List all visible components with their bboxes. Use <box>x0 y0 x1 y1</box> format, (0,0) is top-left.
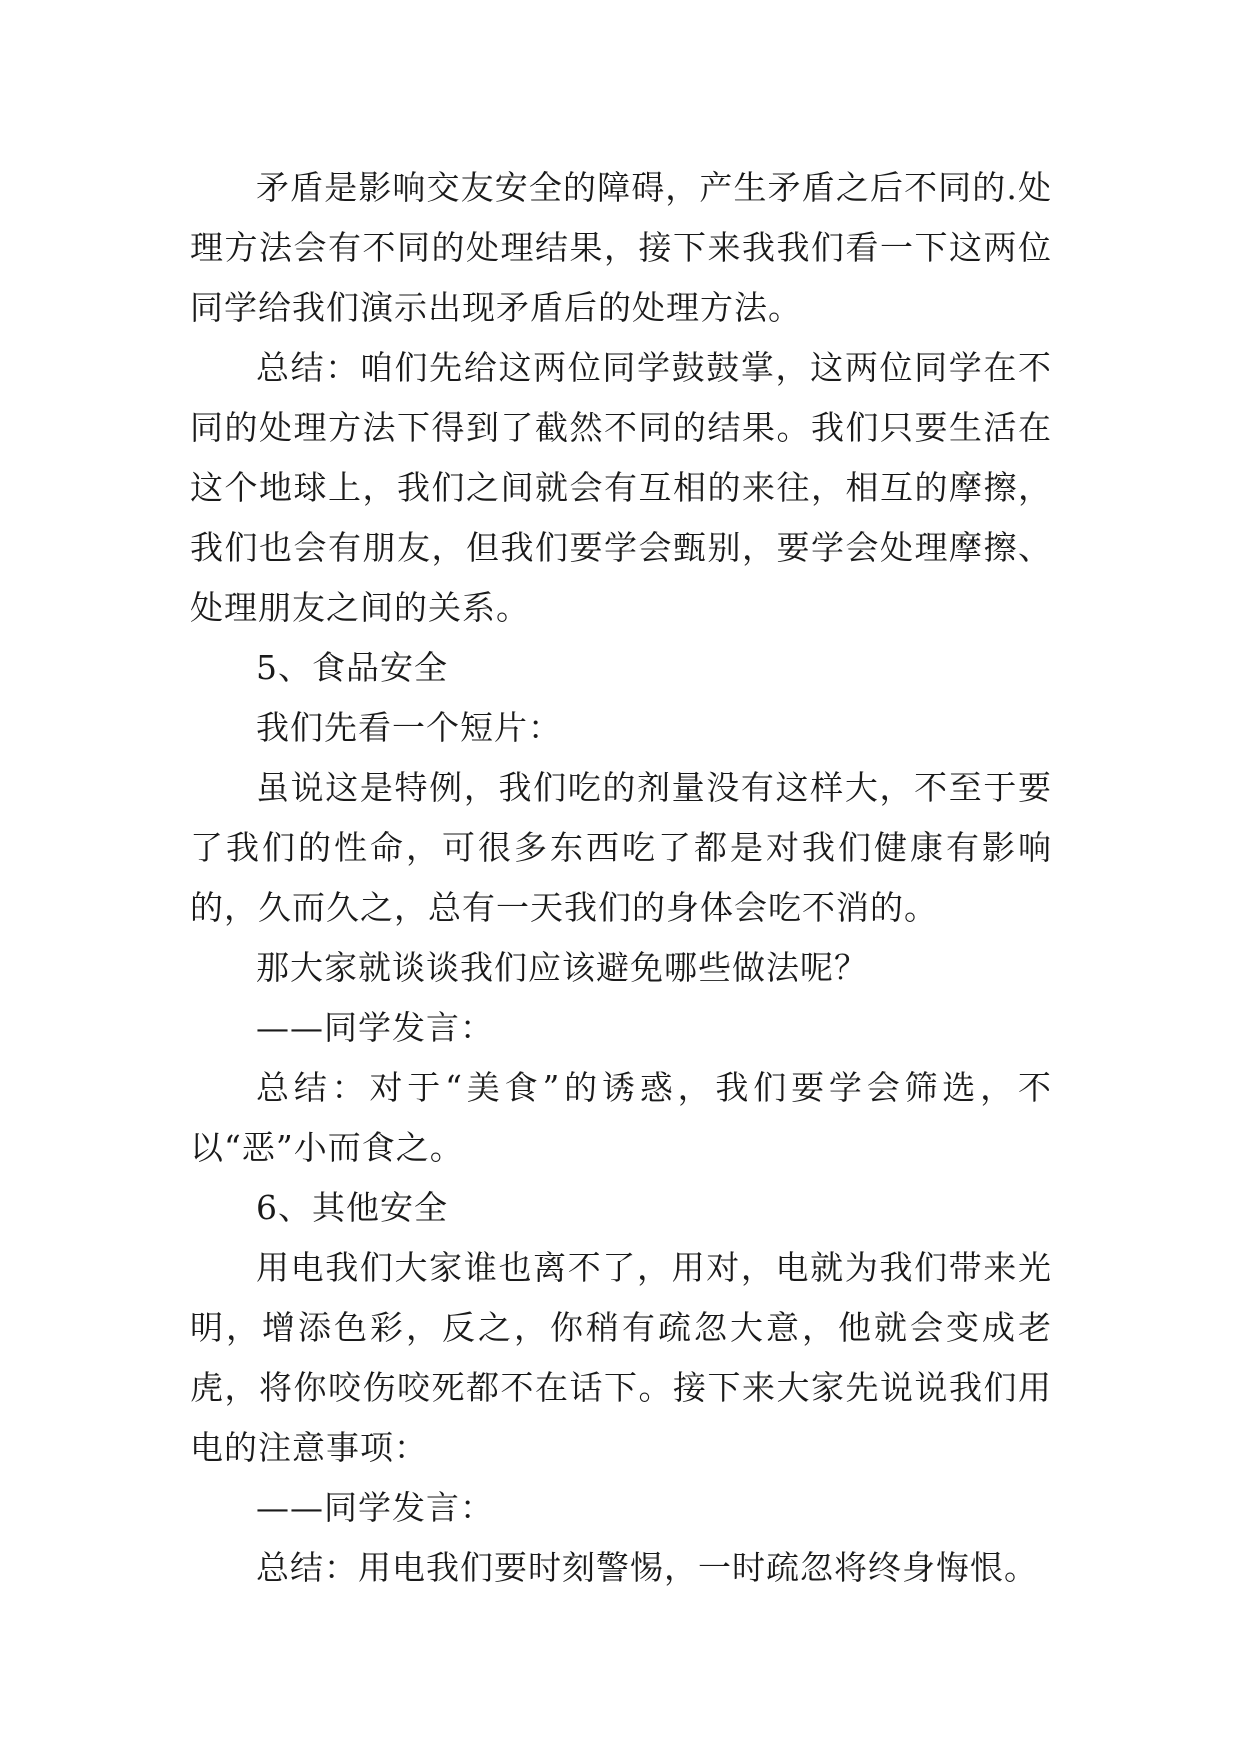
paragraph-student-speech-1: ——同学发言： <box>256 1008 494 1047</box>
paragraph-electricity: 用电我们大家谁也离不了，用对，电就为我们带来光明，增添色彩，反之，你稍有疏忽大意，他就会变成老虎，将你咬伤咬死都不在话下。接下来大家先说说我们用电的注意事项： <box>190 1248 1052 1467</box>
paragraph-conflict-intro: 矛盾是影响交友安全的障碍，产生矛盾之后不同的.处理方法会有不同的处理结果，接下来我我们看一下这两位同学给我们演示出现矛盾后的处理方法。 <box>190 168 1052 327</box>
paragraph-short-film: 我们先看一个短片： <box>256 708 562 747</box>
paragraph-food-summary: 总结：对于“美食”的诱惑，我们要学会筛选，不以“恶”小而食之。 <box>190 1068 1052 1167</box>
paragraph-electricity-summary: 总结：用电我们要时刻警惕，一时疏忽将终身悔恨。 <box>256 1548 1038 1587</box>
paragraph-conflict-summary: 总结：咱们先给这两位同学鼓鼓掌，这两位同学在不同的处理方法下得到了截然不同的结果。我们只要生活在这个地球上，我们之间就会有互相的来往，相互的摩擦，我们也会有朋友，但我们要学会甄别，要学会处理摩擦、处理朋友之间的关系。 <box>190 348 1052 627</box>
section-heading-other-safety: 6、其他安全 <box>256 1188 448 1227</box>
paragraph-student-speech-2: ——同学发言： <box>256 1488 494 1527</box>
document-page <box>190 158 1052 1598</box>
paragraph-food-question: 那大家就谈谈我们应该避免哪些做法呢？ <box>256 948 868 987</box>
paragraph-food-example: 虽说这是特例，我们吃的剂量没有这样大，不至于要了我们的性命，可很多东西吃了都是对我们健康有影响的，久而久之，总有一天我们的身体会吃不消的。 <box>190 768 1052 927</box>
section-heading-food-safety: 5、食品安全 <box>256 648 448 687</box>
